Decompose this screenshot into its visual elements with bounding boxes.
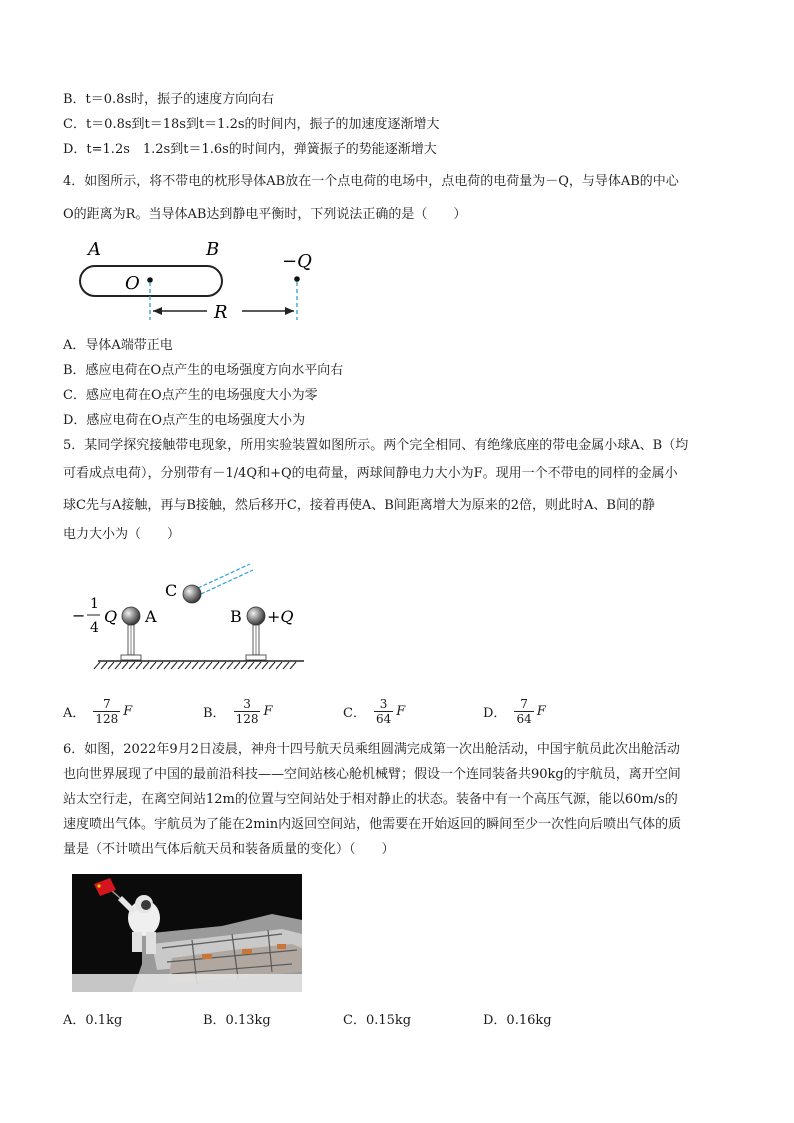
q4-label-r: R bbox=[214, 302, 228, 323]
q6-stem-line2: 也向世界展现了中国的最前沿科技——空间站核心舱机械臂；假设一个连同装备共90kg的宇航员，离开空间 bbox=[63, 767, 681, 782]
ground-hatch bbox=[101, 662, 107, 669]
q5-option-b: B． $\frac{3}{128}$ F bbox=[203, 697, 273, 726]
q6-option-c: C．0.15kg bbox=[343, 1013, 412, 1028]
q4-option-a: A．导体A端带正电 bbox=[63, 338, 173, 353]
q5-label-c: C bbox=[165, 581, 178, 600]
ground-hatch bbox=[234, 662, 240, 669]
center-point-o bbox=[147, 277, 153, 283]
q3-option-b: B．t＝0.8s时，振子的速度方向向右 bbox=[63, 92, 275, 107]
q5-label-b: B bbox=[230, 607, 242, 626]
ground-hatch bbox=[241, 662, 247, 669]
ground-hatch bbox=[213, 662, 219, 669]
q6-stem-line3: 站太空行走，在离空间站12m的位置与空间站处于相对静止的状态。装备中有一个高压气源，能以60m/s的 bbox=[63, 792, 678, 807]
ground-hatch bbox=[220, 662, 226, 669]
q5-charge-right: +Q bbox=[267, 607, 294, 626]
q4-label-b: B bbox=[206, 239, 220, 260]
q5-charge-left-sign: − bbox=[72, 606, 86, 625]
q6-stem-line5: 量是（不计喷出气体后航天员和装备质量的变化）（ ） bbox=[63, 842, 395, 857]
q6-option-b: B．0.13kg bbox=[203, 1013, 271, 1028]
ground-hatch bbox=[94, 662, 100, 669]
q4-label-a: A bbox=[88, 239, 101, 260]
ground-hatch bbox=[255, 662, 261, 669]
q4-conductor-figure bbox=[70, 232, 330, 324]
ground-hatch bbox=[276, 662, 282, 669]
q4-stem-line2: O的距离为R。当导体AB达到静电平衡时，下列说法正确的是（ ） bbox=[63, 207, 467, 222]
q5-label-a: A bbox=[145, 607, 157, 626]
q4-option-c: C．感应电荷在O点产生的电场强度大小为零 bbox=[63, 388, 318, 403]
q5-stem-line1: 5．某同学探究接触带电现象，所用实验装置如图所示。两个完全相同、有绝缘底座的带电金属小球A、B（均 bbox=[63, 438, 689, 453]
ground-hatch bbox=[248, 662, 254, 669]
ground-hatch bbox=[199, 662, 205, 669]
q4-option-d: D．感应电荷在O点产生的电场强度大小为 bbox=[63, 413, 306, 428]
ground-hatch bbox=[108, 662, 114, 669]
ground-hatch bbox=[192, 662, 198, 669]
q5-option-a: A． $\frac{7}{128}$ F bbox=[63, 697, 133, 726]
q6-stem-line1: 6．如图，2022年9月2日凌晨，神舟十四号航天员乘组圆满完成第一次出舱活动，中国宇航员此次出舱活动 bbox=[63, 742, 680, 757]
ground-hatch bbox=[150, 662, 156, 669]
ground-hatch bbox=[115, 662, 121, 669]
ground-hatch bbox=[171, 662, 177, 669]
q5-charge-left-den: 4 bbox=[90, 620, 99, 636]
point-charge bbox=[294, 276, 300, 282]
q5-charge-left-q: Q bbox=[104, 607, 118, 626]
astronaut-photo bbox=[72, 874, 302, 992]
q5-charge-left-num: 1 bbox=[90, 596, 99, 612]
ground-hatch bbox=[185, 662, 191, 669]
q5-spheres-figure bbox=[66, 558, 316, 676]
q6-option-a: A．0.1kg bbox=[63, 1013, 123, 1028]
q4-label-q: −Q bbox=[282, 251, 312, 272]
q5-stem-line2: 可看成点电荷），分别带有－1/4Q和+Q的电荷量，两球间静电力大小为F。现用一个不带电的同样的金属小 bbox=[63, 466, 678, 481]
ground-hatch bbox=[206, 662, 212, 669]
ground-hatch bbox=[178, 662, 184, 669]
q4-stem-line1: 4．如图所示，将不带电的枕形导体AB放在一个点电荷的电场中，点电荷的电荷量为－Q，与导体AB的中心 bbox=[63, 174, 679, 189]
ground-hatch bbox=[290, 662, 296, 669]
q6-option-d: D．0.16kg bbox=[483, 1013, 552, 1028]
ground-hatch bbox=[227, 662, 233, 669]
q5-option-c: C． $\frac{3}{64}$ F bbox=[343, 697, 406, 726]
ground-hatch bbox=[283, 662, 289, 669]
ground-hatch bbox=[157, 662, 163, 669]
sphere-c bbox=[183, 564, 253, 603]
q5-stem-line4: 电力大小为（ ） bbox=[63, 527, 181, 542]
q5-option-d: D． $\frac{7}{64}$ F bbox=[483, 697, 546, 726]
ground-hatch bbox=[136, 662, 142, 669]
ground-hatch bbox=[164, 662, 170, 669]
q4-option-b: B．感应电荷在O点产生的电场强度方向水平向右 bbox=[63, 363, 344, 378]
ground-hatch bbox=[262, 662, 268, 669]
q5-stem-line3: 球C先与A接触，再与B接触，然后移开C，接着再使A、B间距离增大为原来的2倍，则此时A、B间的静 bbox=[63, 498, 655, 513]
ground-hatch bbox=[122, 662, 128, 669]
ground-hatch bbox=[143, 662, 149, 669]
q3-option-c: C．t＝0.8s到t＝18s到t＝1.2s的时间内，振子的加速度逐渐增大 bbox=[63, 117, 440, 132]
sphere-b bbox=[246, 607, 266, 660]
ground-hatch bbox=[269, 662, 275, 669]
ground-hatch bbox=[129, 662, 135, 669]
sphere-a bbox=[121, 607, 141, 660]
q6-stem-line4: 速度喷出气体。宇航员为了能在2min内返回空间站，他需要在开始返回的瞬间至少一次性向后喷出气体的质 bbox=[63, 817, 682, 832]
q4-label-o: O bbox=[125, 273, 140, 294]
q3-option-d: D．t=1.2s 1.2s到t＝1.6s的时间内，弹簧振子的势能逐渐增大 bbox=[63, 142, 437, 157]
